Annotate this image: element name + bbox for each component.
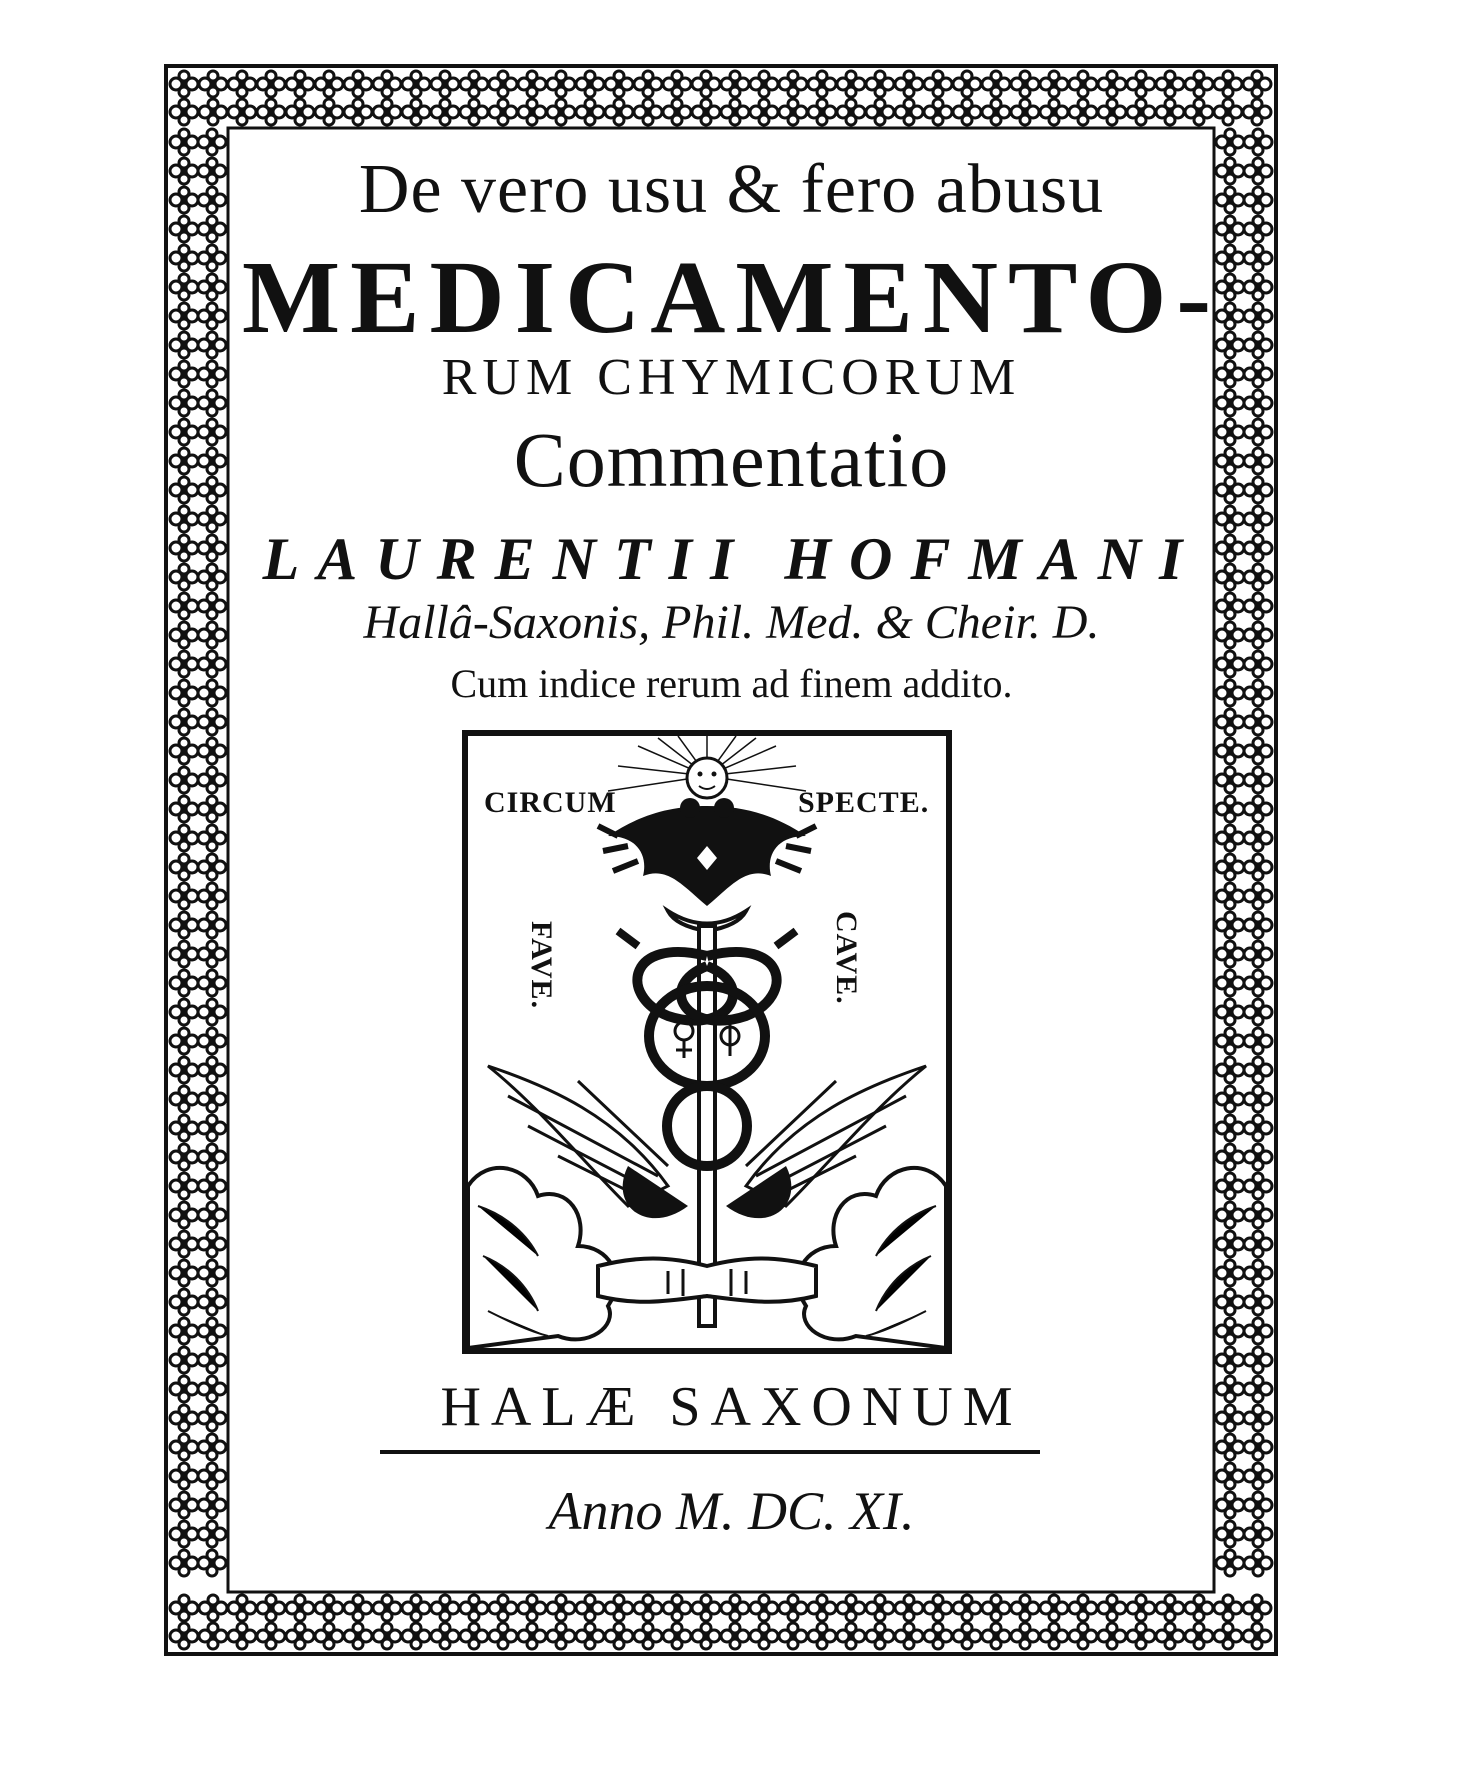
fleuron-ornament [634, 1623, 662, 1649]
fleuron-ornament [779, 99, 807, 125]
fleuron-ornament [1216, 941, 1244, 967]
fleuron-ornament [170, 970, 198, 996]
fleuron-ornament [837, 1595, 865, 1621]
fleuron-ornament [257, 71, 285, 97]
fleuron-ornament [460, 1623, 488, 1649]
fleuron-ornament [866, 71, 894, 97]
fleuron-ornament [198, 1173, 226, 1199]
fleuron-ornament [663, 71, 691, 97]
fleuron-ornament [315, 71, 343, 97]
fleuron-ornament [402, 71, 430, 97]
fleuron-ornament [170, 999, 198, 1025]
fleuron-ornament [895, 71, 923, 97]
imprint-date: Anno M. DC. XI. [548, 1481, 915, 1541]
fleuron-ornament [198, 970, 226, 996]
fleuron-ornament [895, 99, 923, 125]
fleuron-ornament [1156, 1595, 1184, 1621]
fleuron-ornament [1244, 970, 1272, 996]
fleuron-ornament [576, 71, 604, 97]
fleuron-ornament [170, 883, 198, 909]
fleuron-ornament [198, 1260, 226, 1286]
fleuron-ornament [895, 1595, 923, 1621]
fleuron-ornament [1216, 1144, 1244, 1170]
fleuron-ornament [1216, 1115, 1244, 1141]
imprint-place: HALÆ SAXONUM [440, 1376, 1023, 1438]
fleuron-ornament [1069, 1595, 1097, 1621]
fleuron-ornament [228, 99, 256, 125]
fleuron-ornament [1244, 1260, 1272, 1286]
fleuron-ornament [1244, 1289, 1272, 1315]
fleuron-ornament [1244, 1550, 1272, 1576]
fleuron-ornament [634, 71, 662, 97]
fleuron-ornament [170, 1623, 198, 1649]
fleuron-ornament [1216, 883, 1244, 909]
fleuron-ornament [750, 99, 778, 125]
motto-cave: CAVE. [830, 911, 863, 1005]
fleuron-ornament [1214, 99, 1242, 125]
fleuron-ornament [1216, 1057, 1244, 1083]
fleuron-ornament [866, 1595, 894, 1621]
fleuron-ornament [1216, 1550, 1244, 1576]
fleuron-ornament [198, 1144, 226, 1170]
fleuron-ornament [982, 99, 1010, 125]
fleuron-ornament [1244, 1028, 1272, 1054]
fleuron-ornament [170, 1289, 198, 1315]
fleuron-ornament [576, 99, 604, 125]
fleuron-ornament [228, 1595, 256, 1621]
fleuron-ornament [837, 1623, 865, 1649]
fleuron-ornament [170, 1086, 198, 1112]
fleuron-ornament [286, 99, 314, 125]
title-line-3: RUM CHYMICORUM [441, 349, 1022, 406]
fleuron-ornament [1244, 738, 1272, 764]
fleuron-ornament [837, 71, 865, 97]
author-credentials: Hallâ-Saxonis, Phil. Med. & Cheir. D. [363, 596, 1100, 649]
fleuron-ornament [982, 1623, 1010, 1649]
fleuron-ornament [1244, 825, 1272, 851]
fleuron-ornament [634, 1595, 662, 1621]
fleuron-ornament [1011, 71, 1039, 97]
fleuron-ornament [866, 1623, 894, 1649]
fleuron-ornament [198, 1289, 226, 1315]
fleuron-ornament [518, 1623, 546, 1649]
fleuron-ornament [1185, 71, 1213, 97]
fleuron-ornament [547, 71, 575, 97]
fleuron-ornament [808, 71, 836, 97]
fleuron-ornament [460, 1595, 488, 1621]
fleuron-ornament [170, 709, 198, 735]
fleuron-ornament [198, 1231, 226, 1257]
fleuron-ornament [198, 912, 226, 938]
fleuron-ornament [170, 1144, 198, 1170]
fleuron-ornament [170, 1173, 198, 1199]
fleuron-ornament [431, 1623, 459, 1649]
index-note: Cum indice rerum ad finem addito. [450, 661, 1013, 706]
fleuron-ornament [1216, 1231, 1244, 1257]
fleuron-ornament [198, 1028, 226, 1054]
fleuron-ornament [198, 854, 226, 880]
fleuron-ornament [1244, 1318, 1272, 1344]
fleuron-ornament [1098, 99, 1126, 125]
fleuron-ornament [750, 1595, 778, 1621]
woodcut-emblem [462, 730, 952, 1354]
fleuron-ornament [1216, 1202, 1244, 1228]
fleuron-ornament [518, 1595, 546, 1621]
fleuron-ornament [198, 1318, 226, 1344]
fleuron-ornament [1244, 1115, 1272, 1141]
fleuron-ornament [1011, 1595, 1039, 1621]
fleuron-ornament [924, 99, 952, 125]
fleuron-ornament [1156, 1623, 1184, 1649]
fleuron-ornament [344, 99, 372, 125]
fleuron-ornament [1244, 999, 1272, 1025]
fleuron-ornament [1216, 854, 1244, 880]
fleuron-ornament [721, 71, 749, 97]
fleuron-ornament [1244, 1144, 1272, 1170]
fleuron-ornament [1040, 71, 1068, 97]
fleuron-ornament [953, 1623, 981, 1649]
fleuron-ornament [198, 883, 226, 909]
fleuron-ornament [170, 99, 198, 125]
fleuron-ornament [1098, 1623, 1126, 1649]
fleuron-ornament [982, 71, 1010, 97]
fleuron-ornament [1214, 1623, 1242, 1649]
fleuron-ornament [634, 99, 662, 125]
fleuron-ornament [489, 71, 517, 97]
fleuron-ornament [779, 1623, 807, 1649]
fleuron-ornament [576, 1623, 604, 1649]
fleuron-ornament [170, 796, 198, 822]
fleuron-ornament [605, 71, 633, 97]
fleuron-ornament [198, 1057, 226, 1083]
fleuron-ornament [198, 767, 226, 793]
fleuron-ornament [1216, 1347, 1244, 1373]
fleuron-ornament [402, 1595, 430, 1621]
fleuron-ornament [1069, 71, 1097, 97]
fleuron-ornament [1244, 883, 1272, 909]
fleuron-ornament [1216, 1289, 1244, 1315]
fleuron-ornament [199, 99, 227, 125]
fleuron-ornament [1040, 1623, 1068, 1649]
fleuron-ornament [228, 71, 256, 97]
fleuron-ornament [286, 1623, 314, 1649]
fleuron-ornament [170, 1260, 198, 1286]
title-line-4: Commentatio [513, 416, 950, 503]
fleuron-ornament [170, 1202, 198, 1228]
fleuron-ornament [1069, 99, 1097, 125]
fleuron-ornament [721, 1595, 749, 1621]
fleuron-ornament [1185, 99, 1213, 125]
fleuron-ornament [1243, 71, 1271, 97]
fleuron-ornament [170, 941, 198, 967]
fleuron-ornament [1216, 738, 1244, 764]
fleuron-ornament [199, 71, 227, 97]
fleuron-ornament [866, 99, 894, 125]
fleuron-ornament [1244, 767, 1272, 793]
fleuron-ornament [1216, 1086, 1244, 1112]
fleuron-ornament [489, 1595, 517, 1621]
fleuron-ornament [170, 1318, 198, 1344]
fleuron-ornament [170, 71, 198, 97]
fleuron-ornament [489, 1623, 517, 1649]
fleuron-ornament [1214, 1595, 1242, 1621]
fleuron-ornament [344, 71, 372, 97]
fleuron-ornament [924, 1595, 952, 1621]
fleuron-ornament [315, 1623, 343, 1649]
fleuron-ornament [1156, 71, 1184, 97]
motto-fave: FAVE. [525, 921, 558, 1010]
fleuron-ornament [199, 1595, 227, 1621]
fleuron-ornament [1243, 99, 1271, 125]
fleuron-ornament [663, 99, 691, 125]
fleuron-ornament [1069, 1623, 1097, 1649]
fleuron-ornament [692, 1595, 720, 1621]
fleuron-ornament [663, 1595, 691, 1621]
fleuron-ornament [431, 99, 459, 125]
fleuron-ornament [373, 1623, 401, 1649]
fleuron-ornament [1127, 71, 1155, 97]
fleuron-ornament [257, 1595, 285, 1621]
fleuron-ornament [1244, 709, 1272, 735]
fleuron-ornament [315, 1595, 343, 1621]
fleuron-ornament [1098, 71, 1126, 97]
fleuron-ornament [198, 796, 226, 822]
fleuron-ornament [1127, 99, 1155, 125]
fleuron-ornament [1185, 1595, 1213, 1621]
fleuron-ornament [982, 1595, 1010, 1621]
fleuron-ornament [460, 99, 488, 125]
motto-specte: SPECTE. [798, 786, 930, 819]
fleuron-ornament [1243, 1595, 1271, 1621]
fleuron-ornament [198, 999, 226, 1025]
fleuron-ornament [1244, 1057, 1272, 1083]
fleuron-ornament [721, 1623, 749, 1649]
fleuron-ornament [170, 825, 198, 851]
fleuron-ornament [1214, 71, 1242, 97]
fleuron-ornament [344, 1623, 372, 1649]
fleuron-ornament [692, 99, 720, 125]
fleuron-ornament [198, 1202, 226, 1228]
fleuron-ornament [663, 1623, 691, 1649]
fleuron-ornament [605, 1623, 633, 1649]
fleuron-ornament [1156, 99, 1184, 125]
fleuron-ornament [170, 1028, 198, 1054]
fleuron-ornament [1216, 999, 1244, 1025]
fleuron-ornament [518, 71, 546, 97]
fleuron-ornament [953, 99, 981, 125]
fleuron-ornament [808, 1595, 836, 1621]
fleuron-ornament [286, 71, 314, 97]
fleuron-ornament [605, 99, 633, 125]
fleuron-ornament [402, 1623, 430, 1649]
fleuron-ornament [199, 1623, 227, 1649]
fleuron-ornament [170, 1231, 198, 1257]
fleuron-ornament [170, 1550, 198, 1576]
fleuron-ornament [1244, 1202, 1272, 1228]
fleuron-ornament [1011, 99, 1039, 125]
fleuron-ornament [170, 738, 198, 764]
fleuron-ornament [1244, 1347, 1272, 1373]
caduceus-emblem-icon [468, 736, 946, 1348]
fleuron-ornament [808, 99, 836, 125]
fleuron-ornament [1216, 1028, 1244, 1054]
fleuron-ornament [1243, 1623, 1271, 1649]
fleuron-ornament [228, 1623, 256, 1649]
fleuron-ornament [808, 1623, 836, 1649]
fleuron-ornament [257, 1623, 285, 1649]
fleuron-ornament [1040, 1595, 1068, 1621]
fleuron-ornament [373, 71, 401, 97]
fleuron-ornament [837, 99, 865, 125]
fleuron-ornament [924, 1623, 952, 1649]
fleuron-ornament [1216, 1260, 1244, 1286]
fleuron-ornament [198, 738, 226, 764]
fleuron-ornament [953, 71, 981, 97]
fleuron-ornament [1216, 709, 1244, 735]
fleuron-ornament [257, 99, 285, 125]
fleuron-ornament [315, 99, 343, 125]
fleuron-ornament [1244, 1231, 1272, 1257]
fleuron-ornament [518, 99, 546, 125]
fleuron-ornament [1216, 1318, 1244, 1344]
fleuron-ornament [1185, 1623, 1213, 1649]
motto-circum: CIRCUM [484, 786, 617, 819]
fleuron-ornament [198, 941, 226, 967]
fleuron-ornament [1216, 912, 1244, 938]
fleuron-ornament [1216, 1173, 1244, 1199]
fleuron-ornament [1011, 1623, 1039, 1649]
fleuron-ornament [198, 825, 226, 851]
fleuron-ornament [170, 767, 198, 793]
fleuron-ornament [1216, 825, 1244, 851]
fleuron-ornament [779, 1595, 807, 1621]
fleuron-ornament [692, 1623, 720, 1649]
title-line-1: De vero usu & fero abusu [358, 151, 1105, 228]
fleuron-ornament [170, 912, 198, 938]
fleuron-ornament [953, 1595, 981, 1621]
fleuron-ornament [1244, 1173, 1272, 1199]
fleuron-ornament [286, 1595, 314, 1621]
fleuron-ornament [373, 99, 401, 125]
fleuron-ornament [576, 1595, 604, 1621]
divider-rule [380, 1450, 1040, 1454]
fleuron-ornament [431, 1595, 459, 1621]
fleuron-ornament [198, 1086, 226, 1112]
fleuron-ornament [170, 1595, 198, 1621]
fleuron-ornament [1127, 1623, 1155, 1649]
title-line-2: MEDICAMENTO- [242, 240, 1221, 355]
fleuron-ornament [344, 1595, 372, 1621]
fleuron-ornament [1244, 912, 1272, 938]
fleuron-ornament [170, 1347, 198, 1373]
author-name: LAURENTII HOFMANI [262, 526, 1201, 592]
fleuron-ornament [170, 854, 198, 880]
fleuron-ornament [1127, 1595, 1155, 1621]
fleuron-ornament [1040, 99, 1068, 125]
fleuron-ornament [1244, 854, 1272, 880]
fleuron-ornament [779, 71, 807, 97]
fleuron-ornament [692, 71, 720, 97]
fleuron-ornament [170, 1115, 198, 1141]
fleuron-ornament [1216, 767, 1244, 793]
fleuron-ornament [198, 1347, 226, 1373]
fleuron-ornament [924, 71, 952, 97]
fleuron-ornament [547, 99, 575, 125]
fleuron-ornament [895, 1623, 923, 1649]
fleuron-ornament [1244, 941, 1272, 967]
fleuron-ornament [460, 71, 488, 97]
fleuron-ornament [198, 1550, 226, 1576]
fleuron-ornament [431, 71, 459, 97]
fleuron-ornament [750, 71, 778, 97]
fleuron-ornament [547, 1595, 575, 1621]
fleuron-ornament [547, 1623, 575, 1649]
fleuron-ornament [1244, 1086, 1272, 1112]
fleuron-ornament [198, 1115, 226, 1141]
fleuron-ornament [1216, 796, 1244, 822]
fleuron-ornament [1098, 1595, 1126, 1621]
fleuron-ornament [373, 1595, 401, 1621]
fleuron-ornament [750, 1623, 778, 1649]
fleuron-ornament [489, 99, 517, 125]
fleuron-ornament [721, 99, 749, 125]
fleuron-ornament [170, 1057, 198, 1083]
fleuron-ornament [605, 1595, 633, 1621]
fleuron-ornament [198, 709, 226, 735]
fleuron-ornament [1216, 970, 1244, 996]
fleuron-ornament [1244, 796, 1272, 822]
fleuron-ornament [402, 99, 430, 125]
